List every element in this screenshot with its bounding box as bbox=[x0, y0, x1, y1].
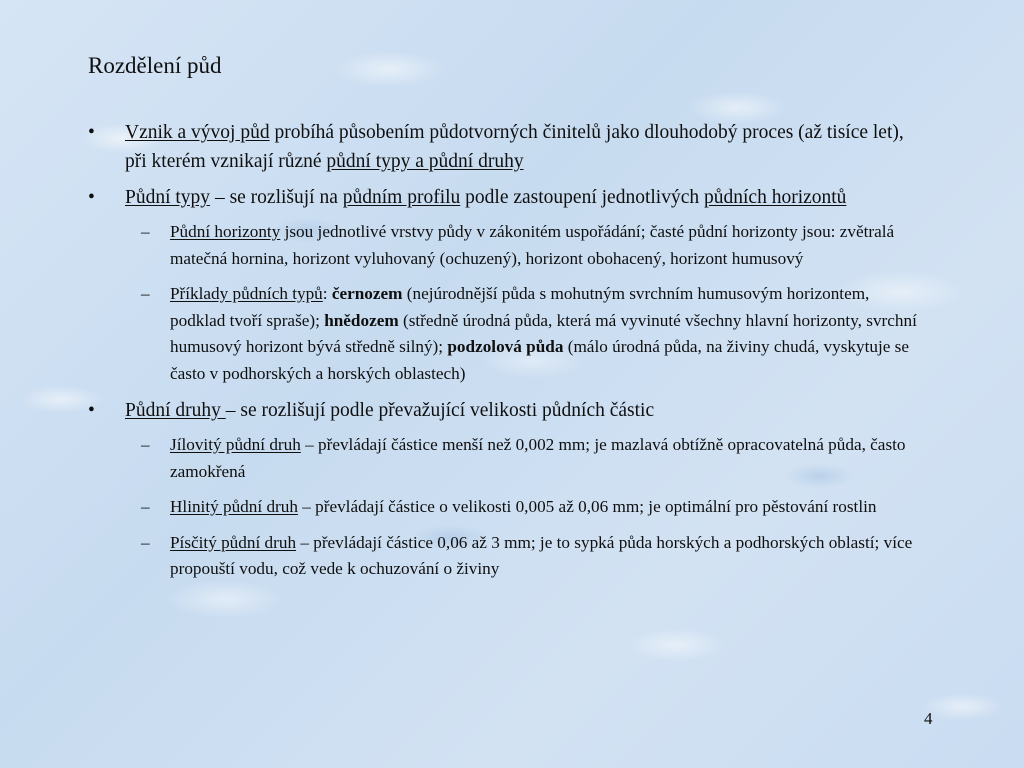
bullet-text bbox=[125, 183, 915, 212]
text-run: probíhá působením půdotvorných činitelů jako dlouhodobý proces (až tisíce let), při kterém vznikají různé bbox=[125, 122, 904, 172]
term-hnedozem: hnědozem bbox=[324, 310, 399, 330]
bullet-symbol: • bbox=[88, 400, 95, 421]
bullet-item bbox=[88, 396, 948, 425]
bullet-symbol: • bbox=[88, 187, 95, 208]
dash-symbol: – bbox=[141, 532, 150, 552]
slide-body bbox=[88, 118, 948, 592]
text-run: : bbox=[322, 284, 332, 303]
link-piscity-pudni-druh[interactable]: Písčitý půdní druh bbox=[170, 532, 297, 552]
term-cernozem: černozem bbox=[331, 284, 403, 303]
text-run: – převládají částice menší než 0,002 mm; je mazlavá obtížně opracovatelná půda, často zamokřená bbox=[170, 435, 906, 481]
link-pudni-typy[interactable]: Půdní typy bbox=[125, 187, 211, 208]
link-vznik-a-vyvoj-pud[interactable]: Vznik a vývoj půd bbox=[125, 122, 270, 143]
link-pudni-druhy[interactable]: Půdní druhy bbox=[125, 400, 226, 421]
link-pudni-typy-a-druhy[interactable]: půdní typy a půdní druhy bbox=[326, 151, 524, 172]
text-run: – se rozlišují podle převažující velikosti půdních částic bbox=[225, 400, 655, 421]
sub-bullet-item bbox=[88, 494, 948, 521]
sub-bullet-item bbox=[88, 219, 948, 272]
sub-bullet-item bbox=[88, 530, 948, 583]
link-pudnim-profilu[interactable]: půdním profilu bbox=[342, 187, 461, 208]
bullet-text bbox=[125, 118, 915, 176]
link-jilovity-pudni-druh[interactable]: Jílovitý půdní druh bbox=[170, 435, 301, 454]
slide-title: Rozdělení půd bbox=[88, 53, 222, 78]
bullet-text bbox=[125, 396, 915, 425]
bullet-item bbox=[88, 183, 948, 212]
text-run: – převládají částice 0,06 až 3 mm; je to sypká půda horských a podhorských oblastí; více propouští vodu, což vede k ochuzování o živiny bbox=[170, 532, 913, 578]
text-run: (středně úrodná půda, která má vyvinuté všechny hlavní horizonty, svrchní humusový horizont bývá středně silný); bbox=[170, 310, 917, 356]
link-hlinity-pudni-druh[interactable]: Hlinitý půdní druh bbox=[170, 497, 298, 516]
dash-symbol: – bbox=[141, 497, 150, 516]
text-run: – se rozlišují na bbox=[210, 187, 343, 208]
sub-bullet-text bbox=[170, 530, 920, 583]
text-run: podle zastoupení jednotlivých bbox=[460, 187, 704, 208]
bullet-item bbox=[88, 118, 948, 176]
sub-bullet-text bbox=[170, 219, 920, 272]
text-run: – převládají částice o velikosti 0,005 až 0,06 mm; je optimální pro pěstování rostlin bbox=[297, 497, 877, 516]
text-run: (nejúrodnější půda s mohutným svrchním humusovým horizontem, podklad tvoří spraše); bbox=[170, 284, 870, 330]
link-priklady-pudnich-typu[interactable]: Příklady půdních typů bbox=[170, 284, 323, 303]
page-number: 4 bbox=[924, 709, 933, 728]
link-pudni-horizonty[interactable]: Půdní horizonty bbox=[170, 222, 281, 241]
dash-symbol: – bbox=[141, 222, 150, 241]
sub-bullet-item bbox=[88, 432, 948, 485]
sub-bullet-text bbox=[170, 432, 920, 485]
text-run: jsou jednotlivé vrstvy půdy v zákonitém uspořádání; časté půdní horizonty jsou: zvětralá matečná hornina, horizont vyluhovaný (ochuzený), horizont obohacený, horizont humusový bbox=[170, 222, 895, 268]
term-podzolova-puda: podzolová půda bbox=[447, 337, 564, 356]
text-run: (málo úrodná půda, na živiny chudá, vyskytuje se často v podhorských a horských oblastech) bbox=[170, 337, 909, 383]
dash-symbol: – bbox=[141, 284, 150, 303]
dash-symbol: – bbox=[141, 435, 150, 454]
sub-bullet-text bbox=[170, 281, 920, 387]
sub-bullet-item bbox=[88, 281, 948, 387]
sub-bullet-text bbox=[170, 494, 920, 521]
bullet-symbol: • bbox=[88, 122, 95, 143]
link-pudnich-horizontu[interactable]: půdních horizontů bbox=[704, 187, 847, 208]
